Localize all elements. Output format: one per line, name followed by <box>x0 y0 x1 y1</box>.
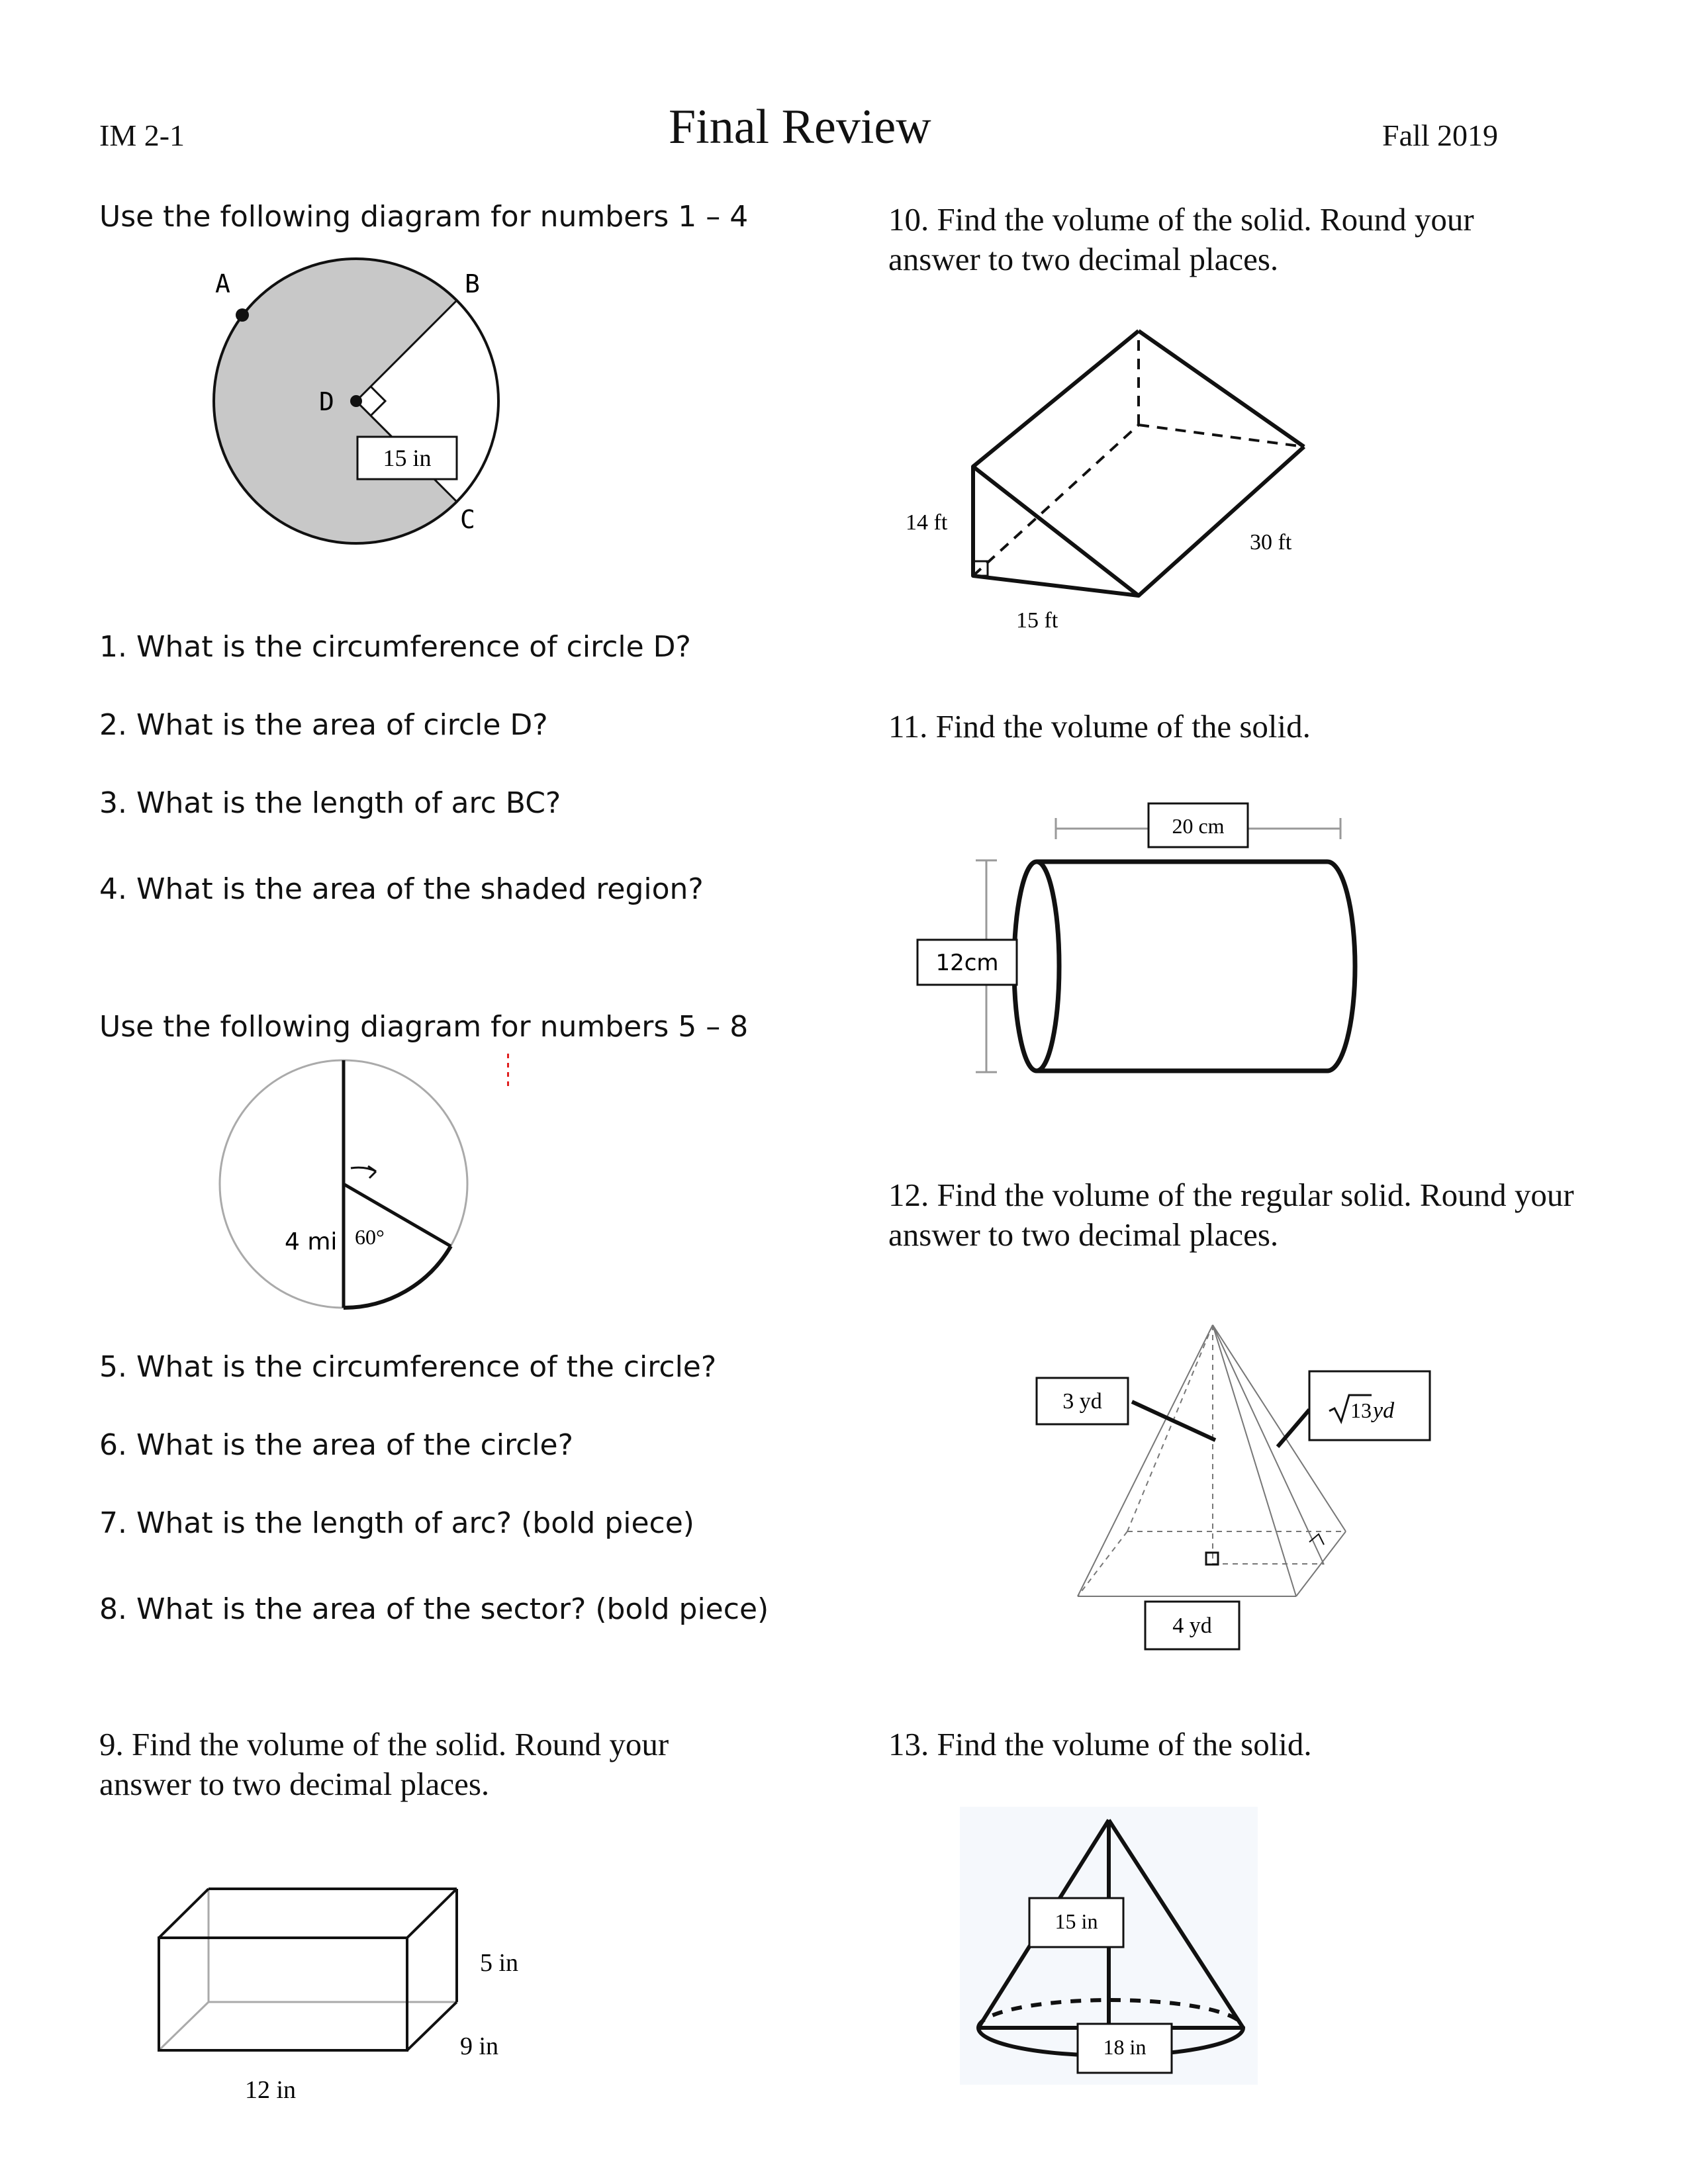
question-3: 3. What is the length of arc BC? <box>99 786 561 820</box>
question-8: 8. What is the area of the sector? (bold piece) <box>99 1592 769 1626</box>
point-a <box>236 308 249 322</box>
prism-height-label: 14 ft <box>906 510 948 535</box>
prism-base-label: 15 ft <box>1016 608 1058 633</box>
pyramid-height-leader <box>1132 1402 1215 1440</box>
box-depth-label: 9 in <box>460 2032 499 2060</box>
intro-questions-1-4: Use the following diagram for numbers 1 – 4 <box>99 200 749 234</box>
label-a: A <box>215 269 230 298</box>
bold-arc <box>344 1246 451 1308</box>
sector-radius-label: 4 mi <box>285 1228 338 1255</box>
circle-d-diagram <box>185 258 516 563</box>
square-pyramid-diagram <box>1033 1317 1443 1661</box>
cone-height-label: 15 in <box>1055 1909 1098 1933</box>
box-visible-edges <box>159 1889 457 2050</box>
radius-label: 15 in <box>383 445 432 471</box>
pyramid-edges <box>1078 1325 1346 1596</box>
point-d <box>350 395 362 407</box>
pyramid-height-label: 3 yd <box>1062 1389 1102 1414</box>
pyramid-hidden-edges <box>1078 1325 1346 1596</box>
rectangular-box-diagram <box>146 1880 543 2118</box>
red-dash-mark <box>507 1054 509 1091</box>
label-b: B <box>465 269 480 298</box>
triangular-prism-diagram <box>894 311 1370 642</box>
question-13: 13. Find the volume of the solid. <box>888 1726 1312 1762</box>
sector-diagram <box>212 1052 516 1324</box>
pyramid-slant-leader <box>1278 1410 1309 1447</box>
cylinder-dimension-lines <box>976 818 1340 1072</box>
angle-arrowhead <box>368 1166 376 1178</box>
pyramid-slant-right-angle <box>1309 1534 1324 1545</box>
question-6: 6. What is the area of the circle? <box>99 1428 573 1462</box>
question-9: 9. Find the volume of the solid. Round your answer to two decimal places. <box>99 1726 669 1802</box>
term-label: Fall 2019 <box>1382 118 1499 152</box>
cone-diameter-label: 18 in <box>1103 2035 1147 2059</box>
prism-visible-edges <box>973 331 1304 596</box>
question-2: 2. What is the area of circle D? <box>99 708 548 742</box>
pyramid-base-label: 4 yd <box>1172 1614 1212 1638</box>
cylinder-diameter-label: 12cm <box>935 950 999 976</box>
prism-length-label: 30 ft <box>1250 530 1292 555</box>
cylinder-outline <box>1014 862 1355 1071</box>
sector-angle-label: 60° <box>355 1225 385 1249</box>
cylinder-length-label: 20 cm <box>1172 814 1225 838</box>
label-d: D <box>319 387 334 416</box>
question-1: 1. What is the circumference of circle D? <box>99 630 691 664</box>
course-label: IM 2-1 <box>99 118 185 152</box>
slant-radicand: 13 <box>1350 1398 1372 1422</box>
question-11: 11. Find the volume of the solid. <box>888 708 1311 745</box>
question-10: 10. Find the volume of the solid. Round your answer to two decimal places. <box>888 201 1474 277</box>
question-5: 5. What is the circumference of the circle? <box>99 1350 717 1384</box>
cone-diagram <box>960 1807 1258 2085</box>
page-title: Final Review <box>669 100 931 154</box>
cylinder-diagram <box>914 794 1390 1085</box>
box-height-label: 5 in <box>480 1949 519 1977</box>
slant-unit: yd <box>1373 1398 1395 1423</box>
intro-questions-5-8: Use the following diagram for numbers 5 – 8 <box>99 1010 749 1044</box>
label-c: C <box>460 505 475 534</box>
box-length-label: 12 in <box>245 2076 297 2104</box>
question-4: 4. What is the area of the shaded region? <box>99 872 704 906</box>
question-7: 7. What is the length of arc? (bold piece) <box>99 1506 694 1540</box>
box-hidden-edges <box>159 1889 457 2050</box>
question-12: 12. Find the volume of the regular solid. Round your answer to two decimal places. <box>888 1177 1574 1253</box>
